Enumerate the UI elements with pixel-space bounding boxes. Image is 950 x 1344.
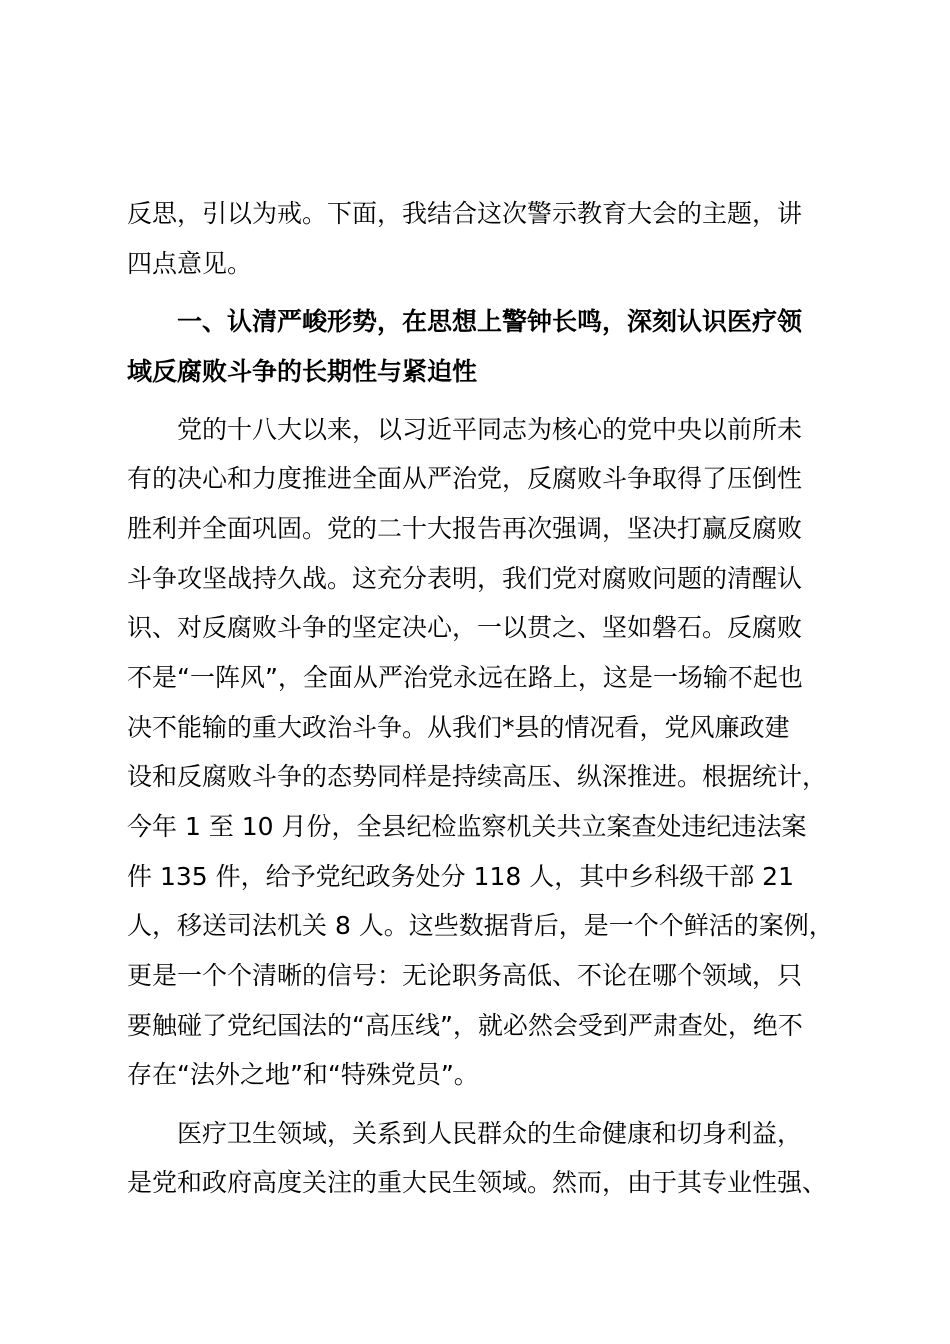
paragraph-2-line-1: 党的十八大以来，以习近平同志为核心的党中央以前所未 [177, 415, 803, 444]
paragraph-2-line-12: 更是一个个清晰的信号：无论职务高低、不论在哪个领域，只 [127, 961, 803, 990]
paragraph-2-line-14: 存在“法外之地”和“特殊党员”。 [127, 1060, 479, 1089]
paragraph-1-line-2: 四点意见。 [127, 249, 253, 278]
paragraph-2-line-4: 斗争攻坚战持久战。这充分表明，我们党对腐败问题的清醒认 [127, 564, 803, 593]
paragraph-2-line-3: 胜利并全面巩固。党的二十大报告再次强调，坚决打赢反腐败 [127, 514, 803, 543]
paragraph-3-line-1: 医疗卫生领域，关系到人民群众的生命健康和切身利益， [177, 1119, 803, 1148]
paragraph-2-line-8: 设和反腐败斗争的态势同样是持续高压、纵深推进。根据统计， [127, 762, 828, 791]
paragraph-2-line-7: 决不能输的重大政治斗争。从我们*县的情况看，党风廉政建 [127, 713, 790, 742]
paragraph-2-line-9: 今年 1 至 10 月份，全县纪检监察机关共立案查处违纪违法案 [127, 812, 807, 841]
section-heading-line-2: 域反腐败斗争的长期性与紧迫性 [127, 357, 478, 386]
paragraph-2-line-13: 要触碰了党纪国法的“高压线”，就必然会受到严肃查处，绝不 [127, 1011, 803, 1040]
paragraph-2-line-11: 人，移送司法机关 8 人。这些数据背后，是一个个鲜活的案例， [127, 911, 834, 940]
section-heading-line-1: 一、认清严峻形势，在思想上警钟长鸣，深刻认识医疗领 [177, 307, 803, 336]
paragraph-2-line-6: 不是“一阵风”，全面从严治党永远在路上，这是一场输不起也 [127, 663, 803, 692]
paragraph-1-line-1: 反思，引以为戒。下面，我结合这次警示教育大会的主题，讲 [127, 199, 803, 228]
paragraph-2-line-2: 有的决心和力度推进全面从严治党，反腐败斗争取得了压倒性 [127, 464, 803, 493]
paragraph-2-line-10: 件 135 件，给予党纪政务处分 118 人，其中乡科级干部 21 [127, 862, 794, 891]
paragraph-2-line-5: 识、对反腐败斗争的坚定决心，一以贯之、坚如磐石。反腐败 [127, 613, 803, 642]
paragraph-3-line-2: 是党和政府高度关注的重大民生领域。然而，由于其专业性强、 [127, 1168, 828, 1197]
